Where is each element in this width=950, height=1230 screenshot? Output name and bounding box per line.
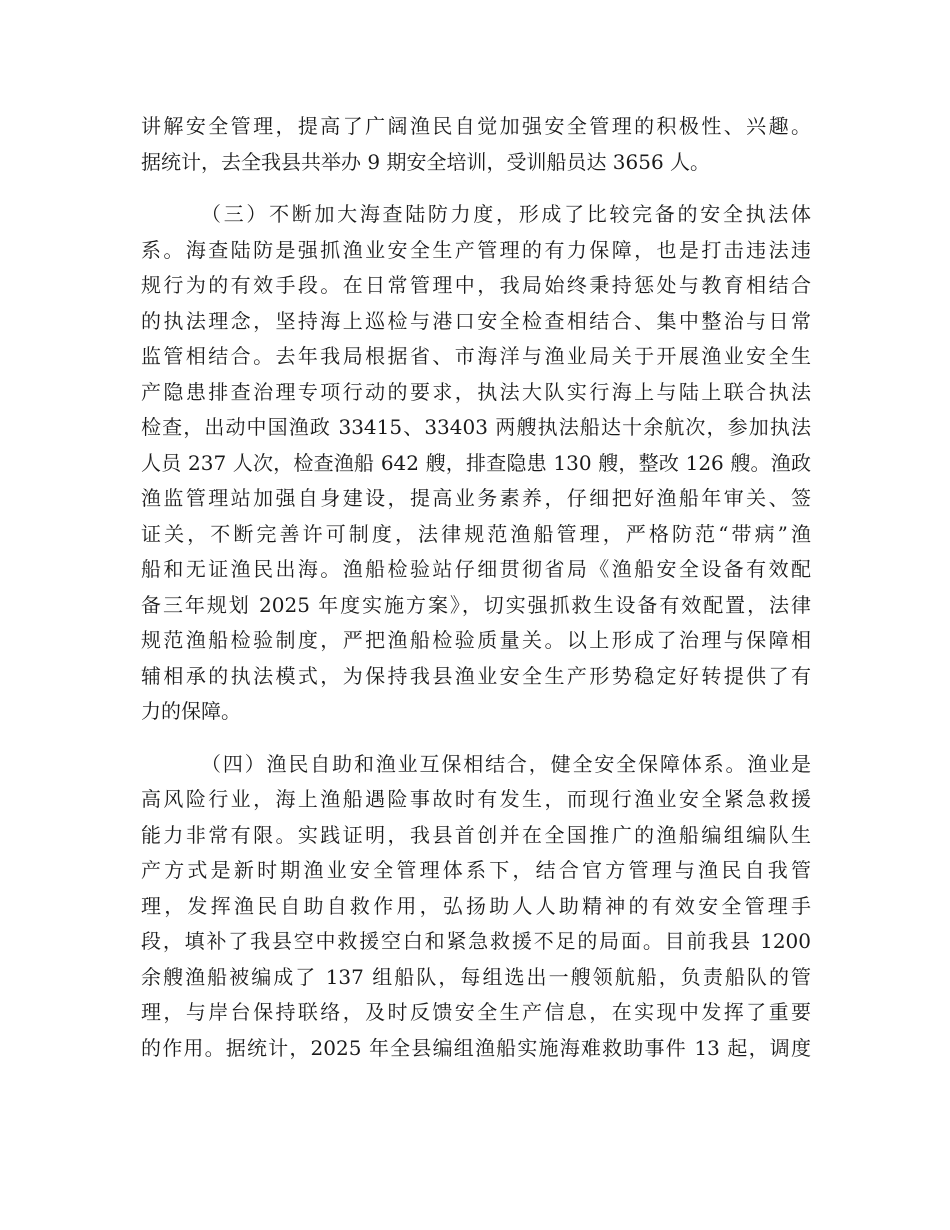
text-line: 人员 237 人次，检查渔船 642 艘，排查隐患 130 艘，整改 126 艘。渔政 <box>141 450 811 475</box>
document-body <box>141 109 811 1066</box>
text-line: 能力非常有限。实践证明，我县首创并在全国推广的渔船编组编队生 <box>141 822 811 847</box>
paragraph-mutual-aid <box>141 747 811 1067</box>
text-line: 据统计，去全我县共举办 9 期安全培训，受训船员达 3656 人。 <box>141 149 711 174</box>
text-line: 产方式是新时期渔业安全管理体系下，结合官方管理与渔民自我管 <box>141 858 811 882</box>
text-line: （三）不断加大海查陆防力度，形成了比较完备的安全执法体 <box>201 202 811 226</box>
text-line: 产隐患排查治理专项行动的要求，执法大队实行海上与陆上联合执法 <box>141 379 811 404</box>
text-line: 系。海查陆防是强抓渔业安全生产管理的有力保障，也是打击违法违 <box>141 237 811 262</box>
text-line: 备三年规划 2025 年度实施方案》，切实强抓救生设备有效配置，法律 <box>141 592 811 617</box>
text-line: 段，填补了我县空中救援空白和紧急救援不足的局面。目前我县 1200 <box>141 929 811 953</box>
text-line: 规行为的有效手段。在日常管理中，我局始终秉持惩处与教育相结合 <box>141 273 811 297</box>
text-line: 的作用。据统计，2025 年全县编组渔船实施海难救助事件 13 起，调度 <box>141 1035 811 1060</box>
text-line: 力的保障。 <box>141 699 241 723</box>
paragraph-training-stats <box>141 109 811 180</box>
text-line: 监管相结合。去年我局根据省、市海洋与渔业局关于开展渔业安全生 <box>141 344 811 368</box>
paragraph-enforcement <box>141 197 811 730</box>
text-line: 规范渔船检验制度，严把渔船检验质量关。以上形成了治理与保障相 <box>141 628 811 652</box>
text-line: 讲解安全管理，提高了广阔渔民自觉加强安全管理的积极性、兴趣。 <box>141 114 811 138</box>
text-line: 船和无证渔民出海。渔船检验站仔细贯彻省局《渔船安全设备有效配 <box>141 557 811 581</box>
text-line: 的执法理念，坚持海上巡检与港口安全检查相结合、集中整治与日常 <box>141 308 811 333</box>
text-line: 理，发挥渔民自助自救作用，弘扬助人人助精神的有效安全管理手 <box>141 893 811 918</box>
text-line: （四）渔民自助和渔业互保相结合，健全安全保障体系。渔业是 <box>201 751 811 776</box>
text-line: 高风险行业，海上渔船遇险事故时有发生，而现行渔业安全紧急救援 <box>141 787 811 811</box>
text-line: 理，与岸台保持联络，及时反馈安全生产信息，在实现中发挥了重要 <box>141 1000 811 1024</box>
text-line: 渔监管理站加强自身建设，提高业务素养，仔细把好渔船年审关、签 <box>141 486 811 510</box>
text-line: 证关，不断完善许可制度，法律规范渔船管理，严格防范“带病”渔 <box>141 521 811 546</box>
text-line: 检查，出动中国渔政 33415、33403 两艘执法船达十余航次，参加执法 <box>141 415 811 439</box>
text-line: 余艘渔船被编成了 137 组船队，每组选出一艘领航船，负责船队的管 <box>141 964 811 989</box>
text-line: 辅相承的执法模式，为保持我县渔业安全生产形势稳定好转提供了有 <box>141 663 811 688</box>
